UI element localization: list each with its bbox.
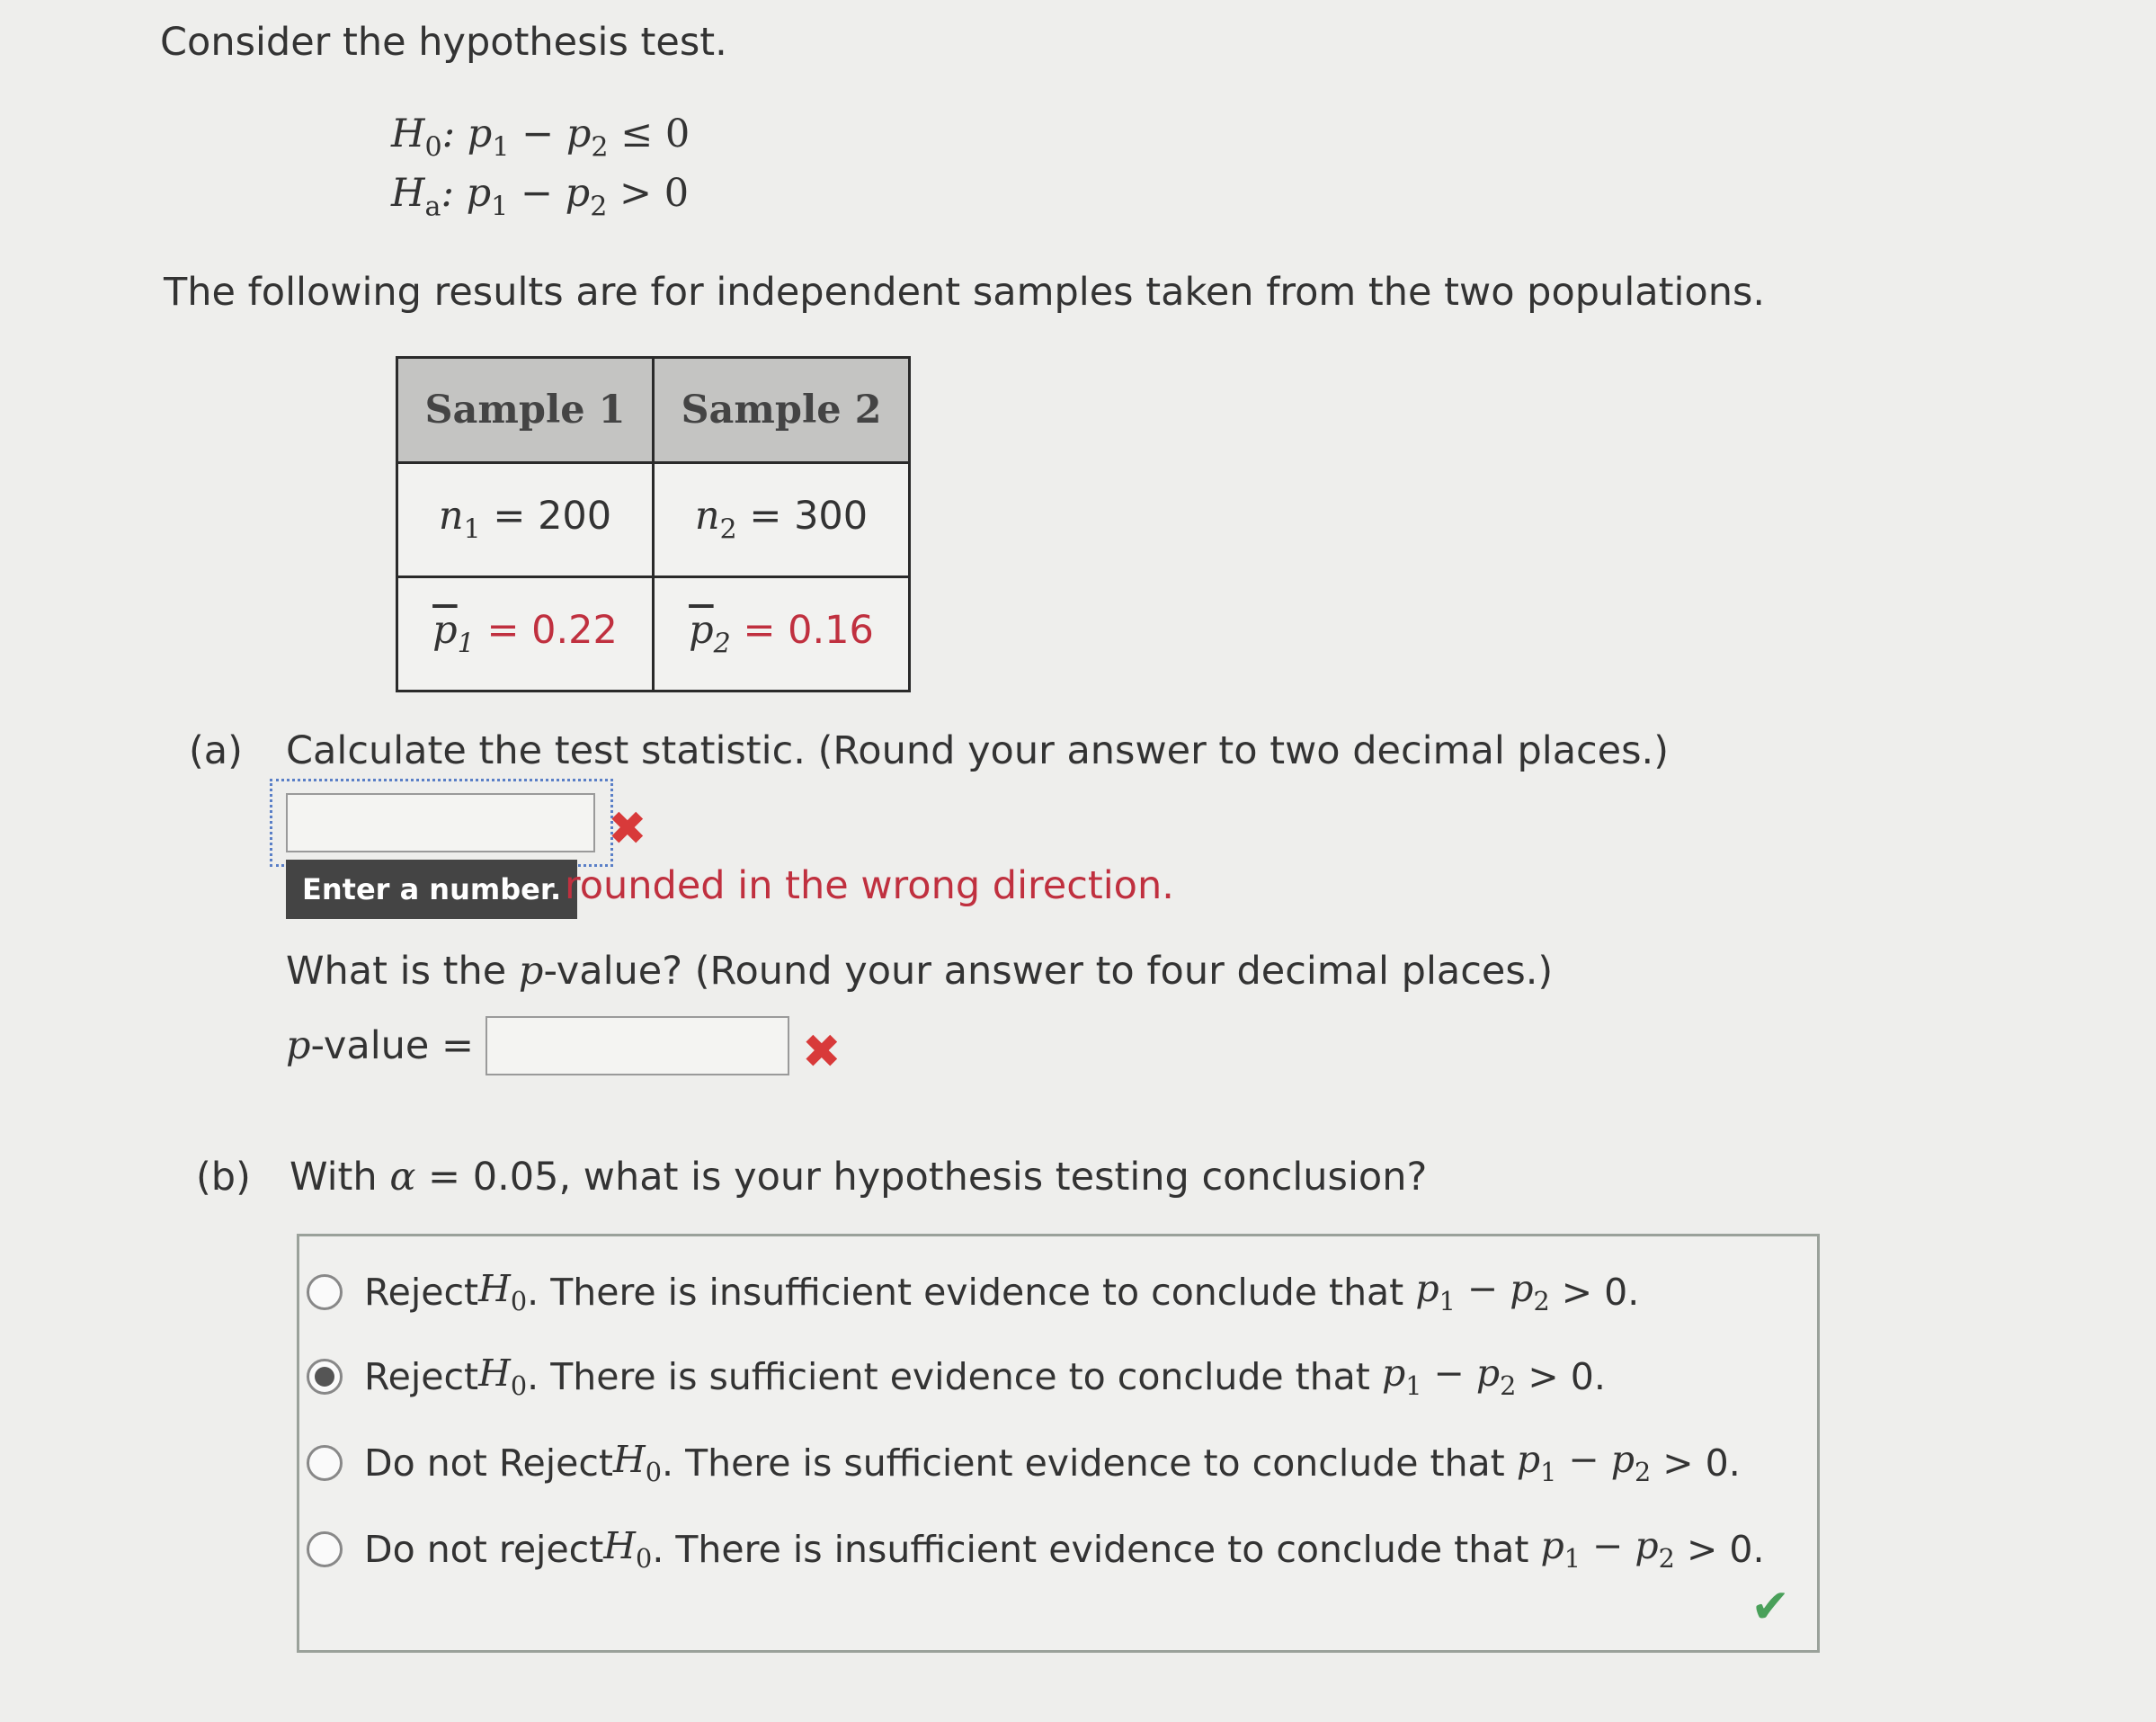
radio-button[interactable] <box>307 1531 343 1567</box>
table-cell-n1: $n_1 = 200$ <box>397 463 654 577</box>
input-tooltip: Enter a number. <box>286 860 577 919</box>
radio-button[interactable] <box>307 1445 343 1481</box>
wrong-icon: ✖ <box>802 1025 842 1079</box>
table-header: Sample 1 <box>397 358 654 463</box>
intro-text: Consider the hypothesis test. <box>160 20 727 65</box>
test-statistic-input[interactable] <box>286 793 595 852</box>
option-reject-sufficient[interactable]: Reject $H_0$ . There is sufficient evidence to conclude that $p_1 - p_2$ > 0. <box>307 1352 1606 1401</box>
pvalue-label: p-value = <box>286 1023 475 1068</box>
conclusion-options <box>297 1234 1820 1653</box>
part-b-label: (b) <box>196 1155 251 1200</box>
option-not-reject-insufficient[interactable]: Do not reject $H_0$ . There is insufficient evidence to conclude that $p_1 - p_2$ > 0. <box>307 1524 1764 1574</box>
radio-button[interactable] <box>307 1274 343 1310</box>
pvalue-input[interactable] <box>486 1016 789 1075</box>
wrong-icon: ✖ <box>608 802 647 856</box>
part-a-question: Calculate the test statistic. (Round your answer to two decimal places.) <box>286 728 1669 773</box>
pvalue-question: What is the p-value? (Round your answer to four decimal places.) <box>286 949 1554 994</box>
results-text: The following results are for independent samples taken from the two populations. <box>164 270 1766 315</box>
null-hypothesis: $H_0$: $p_1 - p_2 \le 0$ <box>391 112 690 164</box>
option-not-reject-sufficient[interactable]: Do not Reject $H_0$ . There is sufficient evidence to conclude that $p_1 - p_2$ > 0. <box>307 1438 1741 1487</box>
alternative-hypothesis: $H_a$: $p_1 - p_2 > 0$ <box>391 171 690 223</box>
table-cell-p2: $\overline{p}_2 = 0.16$ <box>654 577 910 691</box>
option-reject-insufficient[interactable]: Reject $H_0$ . There is insufficient evidence to conclude that $p_1 - p_2$ > 0. <box>307 1267 1639 1316</box>
part-a-label: (a) <box>189 728 243 773</box>
radio-button-selected[interactable] <box>307 1359 343 1395</box>
part-b-question: With α = 0.05, what is your hypothesis testing conclusion? <box>290 1155 1428 1200</box>
samples-table <box>396 356 911 692</box>
correct-check-icon: ✔ <box>1751 1580 1790 1634</box>
feedback-text: rounded in the wrong direction. <box>565 863 1174 908</box>
table-cell-n2: $n_2 = 300$ <box>654 463 910 577</box>
table-cell-p1: $\overline{p}_1 = 0.22$ <box>397 577 654 691</box>
table-header: Sample 2 <box>654 358 910 463</box>
